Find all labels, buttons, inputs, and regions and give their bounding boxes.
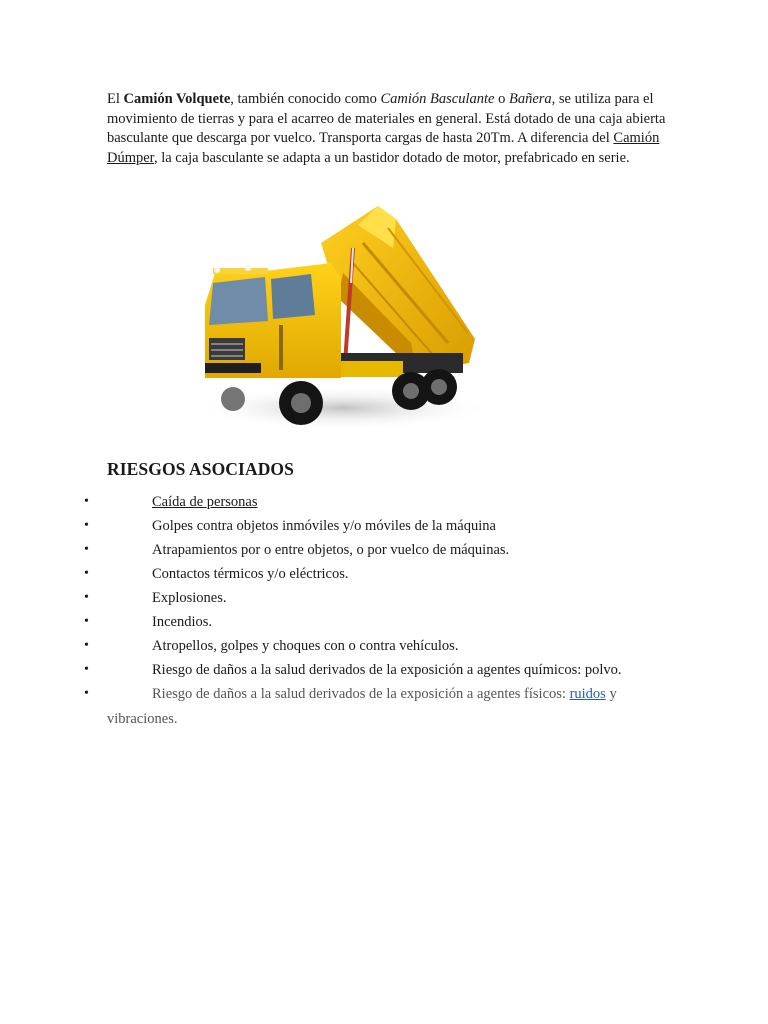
camion-dumper-link[interactable]: Camión Dúmper <box>107 130 660 166</box>
risk-text: Golpes contra objetos inmóviles y/o móviles de la máquina <box>152 518 496 534</box>
bullet-icon: • <box>84 686 89 701</box>
risk-text: Explosiones. <box>152 590 227 606</box>
intro-text: El <box>107 91 124 107</box>
risk-text[interactable]: Caída de personas <box>152 494 258 510</box>
risk-text-part: Riesgo de daños a la salud derivados de la exposición a agentes físicos: <box>152 686 570 702</box>
intro-text: , se utiliza para el movimiento de tierras y para el acarreo de materiales en general. Está dotado de una caja abierta basculante que descarga por vuelco. Transporta cargas de hasta 20Tm. A diferencia del <box>107 91 666 146</box>
list-item <box>0 490 768 514</box>
risk-text: Incendios. <box>152 614 212 630</box>
bullet-icon: • <box>84 518 89 533</box>
intro-text: , también conocido como <box>230 91 381 107</box>
risk-text-continuation: vibraciones. <box>107 711 178 727</box>
risk-list <box>0 490 768 706</box>
bullet-icon: • <box>84 614 89 629</box>
term-banera: Bañera <box>508 91 552 107</box>
intro-paragraph <box>107 90 667 168</box>
risk-text-part: y <box>605 686 617 702</box>
bullet-icon: • <box>84 566 89 581</box>
risk-text: Riesgo de daños a la salud derivados de la exposición a agentes químicos: polvo. <box>152 662 622 678</box>
bullet-icon: • <box>84 662 89 677</box>
bullet-icon: • <box>84 638 89 653</box>
list-item <box>0 634 768 658</box>
intro-text: , la caja basculante se adapta a un bastidor dotado de motor, prefabricado en serie. <box>153 149 630 166</box>
risk-text: Atropellos, golpes y choques con o contra vehículos. <box>152 638 459 654</box>
fuel-tank <box>333 361 403 377</box>
truck-cab <box>205 263 341 378</box>
list-item <box>0 682 768 706</box>
list-item <box>0 514 768 538</box>
list-item <box>0 586 768 610</box>
risk-text <box>152 682 617 706</box>
bullet-icon: • <box>84 590 89 605</box>
intro-text: o <box>494 91 509 107</box>
list-item <box>0 562 768 586</box>
dump-truck-image <box>193 203 493 433</box>
bullet-icon: • <box>84 542 89 557</box>
term-camion-volquete: Camión Volquete <box>123 91 231 107</box>
section-heading: RIESGOS ASOCIADOS <box>107 459 294 479</box>
term-camion-basculante: Camión Basculante <box>380 91 495 107</box>
list-item <box>0 658 768 682</box>
risk-text: Contactos térmicos y/o eléctricos. <box>152 566 349 582</box>
tipper-body <box>321 206 475 373</box>
bullet-icon: • <box>84 494 89 509</box>
list-item <box>0 538 768 562</box>
ruidos-link[interactable]: ruidos <box>569 686 606 702</box>
risk-text: Atrapamientos por o entre objetos, o por vuelco de máquinas. <box>152 542 510 558</box>
list-item <box>0 610 768 634</box>
